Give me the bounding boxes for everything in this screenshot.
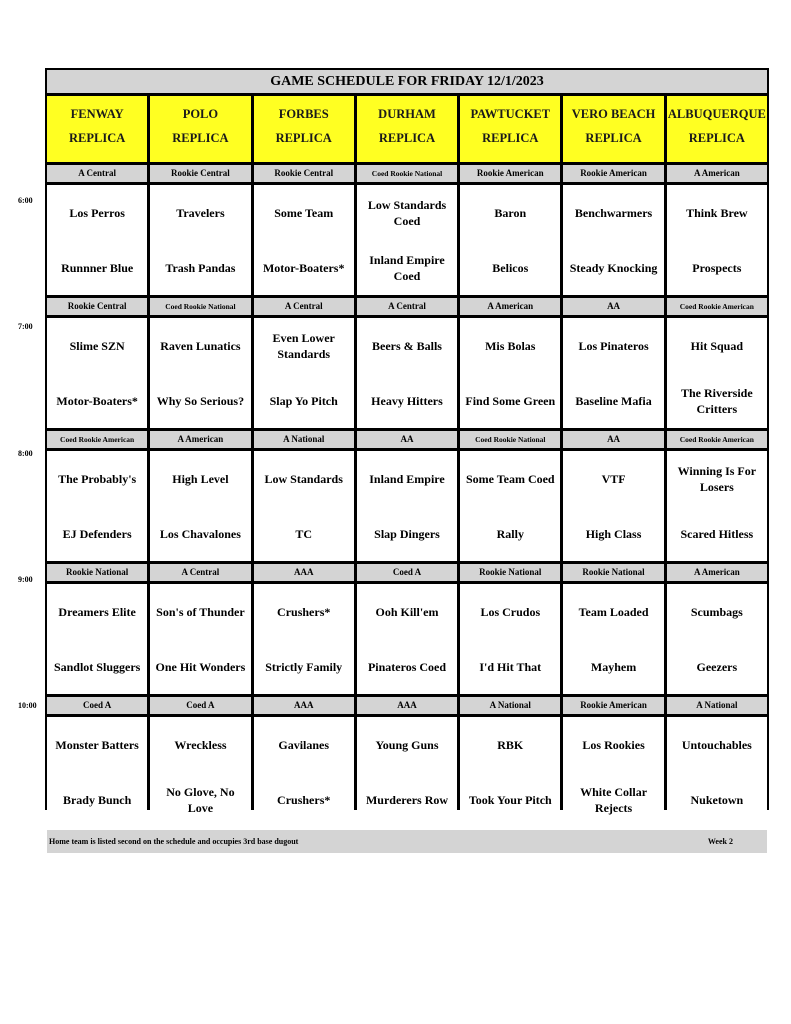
division-label: Rookie American xyxy=(563,697,663,714)
away-team: The Probably's xyxy=(58,471,137,486)
home-team: High Class xyxy=(585,526,642,541)
away-team: Think Brew xyxy=(686,205,748,220)
division-label: Rookie American xyxy=(563,165,663,182)
schedule-title: GAME SCHEDULE FOR FRIDAY 12/1/2023 xyxy=(47,70,767,93)
time-label: 6:00 xyxy=(18,196,33,205)
away-team: Benchwarmers xyxy=(574,205,653,220)
field-subtitle: REPLICA xyxy=(275,131,332,145)
field-name: ALBUQUERQUE xyxy=(667,107,766,121)
home-team: Belicos xyxy=(492,260,529,275)
home-team: Nuketown xyxy=(690,792,744,807)
home-team: Inland Empire Coed xyxy=(369,252,445,283)
home-team: TC xyxy=(295,526,313,541)
game-cell xyxy=(254,584,354,694)
game-cell xyxy=(47,451,147,561)
home-team: EJ Defenders xyxy=(62,526,132,541)
away-team: Some Team xyxy=(274,205,334,220)
game-cell xyxy=(460,451,560,561)
game-cell xyxy=(254,451,354,561)
game-cell xyxy=(150,584,250,694)
game-cell xyxy=(667,185,767,295)
away-team: Los Perros xyxy=(69,205,125,220)
home-team: Pinateros Coed xyxy=(367,659,447,674)
away-team: Some Team Coed xyxy=(465,471,555,486)
game-cell xyxy=(357,185,457,295)
field-subtitle: REPLICA xyxy=(69,131,126,145)
field-subtitle: REPLICA xyxy=(378,131,436,145)
away-team: Los Pinateros xyxy=(578,338,649,353)
away-team: VTF xyxy=(601,471,626,486)
division-label: A National xyxy=(254,431,354,448)
game-cell xyxy=(563,185,663,295)
home-team: Trash Pandas xyxy=(165,260,236,275)
division-label: Coed Rookie American xyxy=(667,431,767,448)
game-cell xyxy=(563,451,663,561)
time-label: 7:00 xyxy=(18,322,33,331)
home-team: Brady Bunch xyxy=(62,792,132,807)
field-subtitle: REPLICA xyxy=(585,131,642,145)
division-label: A American xyxy=(667,564,767,581)
division-label: A National xyxy=(460,697,560,714)
home-team: The Riverside Critters xyxy=(681,385,753,416)
game-cell xyxy=(47,584,147,694)
field-name: FORBES xyxy=(278,107,329,121)
division-label: Coed A xyxy=(357,564,457,581)
home-team: I'd Hit That xyxy=(479,659,542,674)
game-cell xyxy=(460,584,560,694)
field-header xyxy=(563,96,663,162)
game-cell xyxy=(47,185,147,295)
home-team: Motor-Boaters* xyxy=(262,260,345,275)
away-team: Low Standards Coed xyxy=(367,197,447,228)
game-cell xyxy=(47,318,147,428)
home-team: Heavy Hitters xyxy=(371,393,443,408)
away-team: Scumbags xyxy=(690,604,743,619)
away-team: Los Rookies xyxy=(582,737,645,752)
game-cell xyxy=(357,584,457,694)
division-label: AA xyxy=(357,431,457,448)
away-team: Travelers xyxy=(176,205,225,220)
home-team: White Collar Rejects xyxy=(580,784,648,815)
home-team: Slap Dingers xyxy=(374,526,440,541)
home-team: One Hit Wonders xyxy=(155,659,246,674)
away-team: High Level xyxy=(172,471,229,486)
field-header xyxy=(47,96,147,162)
away-team: Raven Lunatics xyxy=(160,338,241,353)
home-team: Los Chavalones xyxy=(159,526,241,541)
division-label: Rookie American xyxy=(460,165,560,182)
field-name: POLO xyxy=(182,107,219,121)
away-team: Mis Bolas xyxy=(485,338,536,353)
division-label: Rookie Central xyxy=(254,165,354,182)
division-label: Coed A xyxy=(150,697,250,714)
division-label: AA xyxy=(563,298,663,315)
division-label: Coed Rookie American xyxy=(47,431,147,448)
division-label: A Central xyxy=(254,298,354,315)
home-team: Prospects xyxy=(692,260,742,275)
game-cell xyxy=(254,717,354,827)
field-name: DURHAM xyxy=(378,107,436,121)
away-team: Young Guns xyxy=(375,737,439,752)
division-label: Rookie Central xyxy=(150,165,250,182)
division-label: Coed A xyxy=(47,697,147,714)
schedule-table xyxy=(45,68,769,846)
away-team: Baron xyxy=(494,205,527,220)
time-label: 10:00 xyxy=(18,701,37,710)
away-team: Dreamers Elite xyxy=(58,604,136,619)
home-team: Strictly Family xyxy=(265,659,343,674)
home-team: Geezers xyxy=(696,659,738,674)
field-header xyxy=(357,96,457,162)
week-label: Week 2 xyxy=(707,837,733,846)
game-cell xyxy=(150,451,250,561)
division-label: A American xyxy=(150,431,250,448)
footer-note: Home team is listed second on the schedule and occupies 3rd base dugout xyxy=(49,837,299,846)
game-cell xyxy=(357,717,457,827)
away-team: Beers & Balls xyxy=(371,338,442,353)
home-team: Crushers* xyxy=(277,792,331,807)
division-label: A American xyxy=(460,298,560,315)
game-cell xyxy=(460,185,560,295)
field-header xyxy=(150,96,250,162)
division-label: AAA xyxy=(254,564,354,581)
game-cell xyxy=(460,717,560,827)
field-subtitle: REPLICA xyxy=(172,131,229,145)
game-cell xyxy=(357,451,457,561)
division-label: AAA xyxy=(254,697,354,714)
home-team: Why So Serious? xyxy=(156,393,245,408)
field-header xyxy=(254,96,354,162)
field-name: VERO BEACH xyxy=(571,107,656,121)
game-cell xyxy=(47,717,147,827)
division-label: Rookie National xyxy=(563,564,663,581)
away-team: Gavilanes xyxy=(278,737,330,752)
away-team: Crushers* xyxy=(277,604,331,619)
away-team: Slime SZN xyxy=(69,338,125,353)
away-team: Monster Batters xyxy=(55,737,139,752)
home-team: Baseline Mafia xyxy=(575,393,652,408)
schedule-footer xyxy=(47,830,767,853)
division-label: A Central xyxy=(47,165,147,182)
away-team: RBK xyxy=(497,737,524,752)
home-team: Slap Yo Pitch xyxy=(269,393,338,408)
home-team: Murderers Row xyxy=(365,792,449,807)
division-label: A National xyxy=(667,697,767,714)
division-label: AA xyxy=(563,431,663,448)
division-label: Coed Rookie National xyxy=(460,431,560,448)
game-cell xyxy=(150,318,250,428)
home-team: Mayhem xyxy=(590,659,637,674)
away-team: Wreckless xyxy=(174,737,227,752)
division-label: Rookie Central xyxy=(47,298,147,315)
field-subtitle: REPLICA xyxy=(482,131,539,145)
game-cell xyxy=(254,185,354,295)
time-label: 8:00 xyxy=(18,449,33,458)
division-label: Rookie National xyxy=(460,564,560,581)
time-label: 9:00 xyxy=(18,575,33,584)
home-team: Sandlot Sluggers xyxy=(53,659,141,674)
game-cell xyxy=(563,318,663,428)
away-team: Hit Squad xyxy=(690,338,744,353)
division-label: A American xyxy=(667,165,767,182)
away-team: Inland Empire xyxy=(369,471,445,486)
division-label: A Central xyxy=(150,564,250,581)
game-cell xyxy=(667,451,767,561)
home-team: Steady Knocking xyxy=(569,260,658,275)
home-team: Runnner Blue xyxy=(61,260,134,275)
away-team: Untouchables xyxy=(681,737,752,752)
away-team: Ooh Kill'em xyxy=(375,604,439,619)
division-label: Rookie National xyxy=(47,564,147,581)
division-label: AAA xyxy=(357,697,457,714)
away-team: Los Crudos xyxy=(480,604,541,619)
game-cell xyxy=(667,717,767,827)
home-team: Motor-Boaters* xyxy=(56,393,138,408)
game-cell xyxy=(254,318,354,428)
home-team: Scared Hitless xyxy=(680,526,754,541)
field-name: PAWTUCKET xyxy=(470,107,551,121)
game-cell xyxy=(667,318,767,428)
game-cell xyxy=(667,584,767,694)
game-cell xyxy=(460,318,560,428)
home-team: No Glove, No Love xyxy=(166,784,235,815)
game-cell xyxy=(150,185,250,295)
game-cell xyxy=(563,584,663,694)
away-team: Winning Is For Losers xyxy=(677,463,757,494)
division-label: Coed Rookie National xyxy=(357,165,457,182)
away-team: Low Standards xyxy=(264,471,343,486)
home-team: Find Some Green xyxy=(465,393,556,408)
away-team: Son's of Thunder xyxy=(156,604,245,619)
home-team: Took Your Pitch xyxy=(468,792,552,807)
away-team: Even Lower Standards xyxy=(272,330,335,361)
game-cell xyxy=(563,717,663,827)
field-name: FENWAY xyxy=(70,107,124,121)
game-cell xyxy=(150,717,250,827)
game-cell xyxy=(357,318,457,428)
field-subtitle: REPLICA xyxy=(688,131,745,145)
division-label: Coed Rookie National xyxy=(150,298,250,315)
division-label: Coed Rookie American xyxy=(667,298,767,315)
field-header xyxy=(667,96,767,162)
division-label: A Central xyxy=(357,298,457,315)
away-team: Team Loaded xyxy=(578,604,649,619)
field-header xyxy=(460,96,560,162)
home-team: Rally xyxy=(496,526,524,541)
